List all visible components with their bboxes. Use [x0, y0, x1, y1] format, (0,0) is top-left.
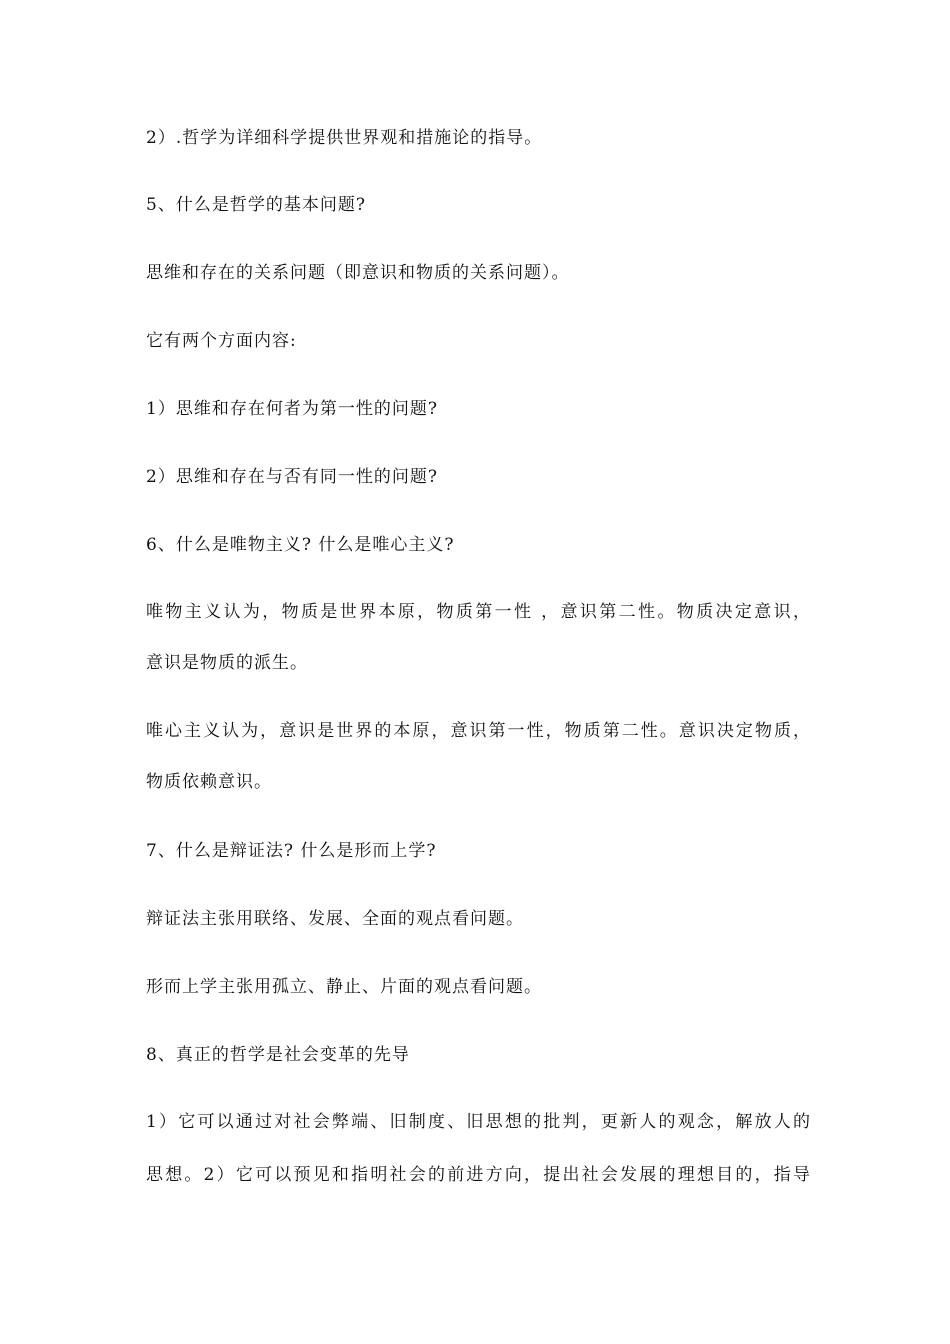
text-line-philosophy-guidance: 2）.哲学为详细科学提供世界观和措施论的指导。: [146, 128, 543, 148]
text-line-basic-question: 思维和存在的关系问题（即意识和物质的关系问题）。: [146, 263, 570, 283]
text-line-idealism-2: 物质依赖意识。: [146, 772, 272, 792]
text-line-materialism-2: 意识是物质的派生。: [146, 653, 308, 673]
text-line-pioneer-2: 思想。2）它可以预见和指明社会的前进方向，提出社会发展的理想目的，指导: [146, 1165, 811, 1185]
question-heading-8: 8、真正的哲学是社会变革的先导: [146, 1045, 410, 1065]
text-line-metaphysics: 形而上学主张用孤立、静止、片面的观点看问题。: [146, 977, 542, 997]
question-heading-5: 5、什么是哲学的基本问题?: [146, 195, 366, 215]
text-line-aspect-1: 1）思维和存在何者为第一性的问题?: [146, 399, 438, 419]
text-line-idealism-1: 唯心主义认为，意识是世界的本原，意识第一性，物质第二性。意识决定物质，: [146, 721, 811, 741]
text-line-two-aspects: 它有两个方面内容:: [146, 331, 297, 351]
question-heading-6: 6、什么是唯物主义? 什么是唯心主义?: [146, 535, 455, 555]
text-line-aspect-2: 2）思维和存在与否有同一性的问题?: [146, 467, 438, 487]
text-line-materialism-1: 唯物主义认为，物质是世界本原，物质第一性 ，意识第二性。物质决定意识，: [146, 602, 811, 622]
text-line-dialectics: 辩证法主张用联络、发展、全面的观点看问题。: [146, 909, 524, 929]
question-heading-7: 7、什么是辩证法? 什么是形而上学?: [146, 841, 437, 861]
text-line-pioneer-1: 1）它可以通过对社会弊端、旧制度、旧思想的批判，更新人的观念，解放人的: [146, 1112, 811, 1132]
